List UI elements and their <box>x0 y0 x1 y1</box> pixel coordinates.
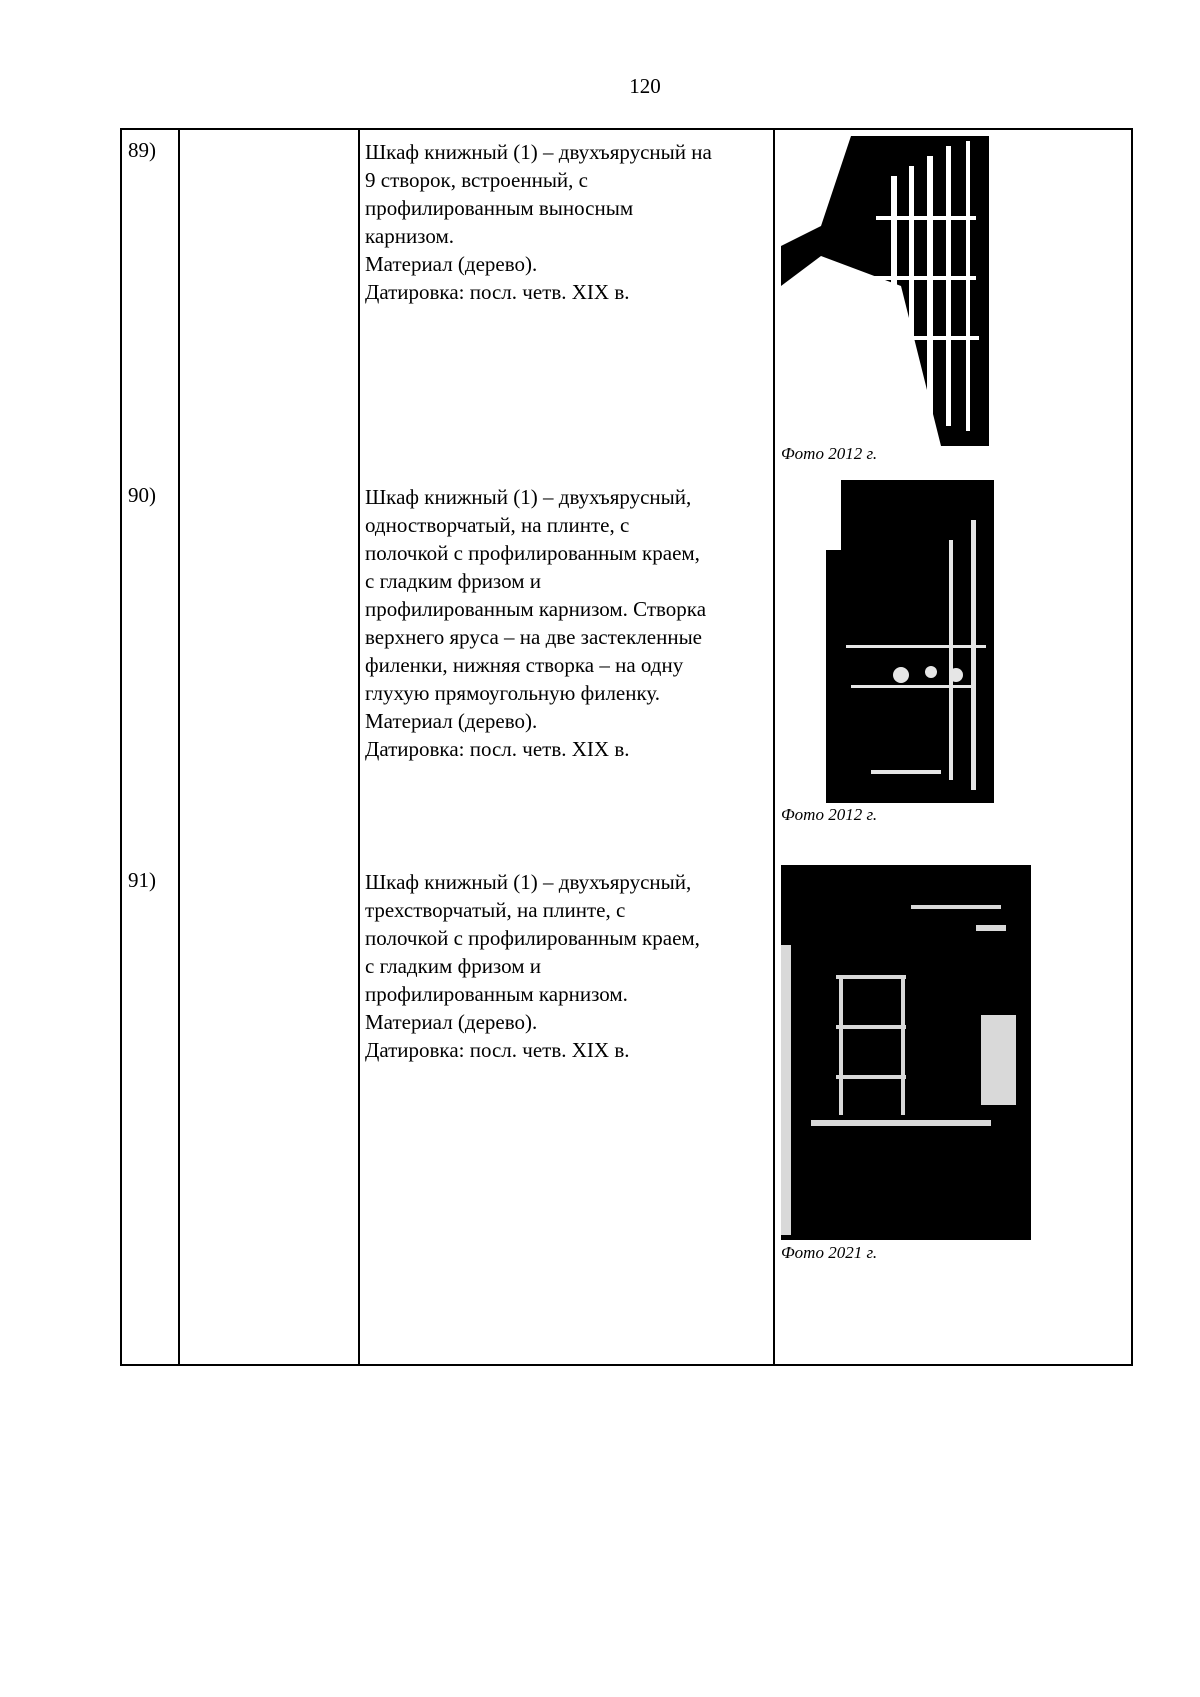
desc-line: верхнего яруса – на две застекленные <box>365 625 702 649</box>
photo-caption: Фото 2021 г. <box>781 1243 878 1262</box>
desc-line: Шкаф книжный (1) – двухъярусный на <box>365 140 712 164</box>
bookcase-photo-image <box>781 480 994 803</box>
entry-number: 91) <box>128 868 156 892</box>
desc-line: профилированным выносным <box>365 196 634 220</box>
desc-line: Материал (дерево). <box>365 1010 538 1034</box>
bookcase-photo <box>781 480 994 803</box>
desc-line: Датировка: посл. четв. XIX в. <box>365 280 630 304</box>
desc-line: профилированным карнизом. <box>365 982 628 1006</box>
desc-line: профилированным карнизом. Створка <box>365 597 707 621</box>
page-number: 120 <box>629 74 661 98</box>
desc-line: глухую прямоугольную филенку. <box>365 681 661 705</box>
desc-line: Шкаф книжный (1) – двухъярусный, <box>365 485 692 509</box>
desc-line: карнизом. <box>365 224 454 248</box>
desc-line: Материал (дерево). <box>365 709 538 733</box>
entry-description <box>365 868 785 1064</box>
entry-description <box>365 483 785 763</box>
column-divider <box>178 130 180 1364</box>
desc-line: с гладким фризом и <box>365 569 541 593</box>
desc-line: 9 створок, встроенный, с <box>365 168 588 192</box>
photo-caption: Фото 2012 г. <box>781 444 878 463</box>
desc-line: Датировка: посл. четв. XIX в. <box>365 1038 630 1062</box>
entry-number: 89) <box>128 138 156 162</box>
bookcase-photo <box>781 136 989 446</box>
column-divider <box>358 130 360 1364</box>
bookcase-photo-image <box>781 136 989 446</box>
desc-line: одностворчатый, на плинте, с <box>365 513 630 537</box>
bookcase-photo-image <box>781 865 1031 1240</box>
inventory-table <box>120 128 1133 1366</box>
desc-line: Материал (дерево). <box>365 252 538 276</box>
entry-description <box>365 138 785 306</box>
entry-number: 90) <box>128 483 156 507</box>
desc-line: филенки, нижняя створка – на одну <box>365 653 684 677</box>
desc-line: полочкой с профилированным краем, <box>365 541 700 565</box>
desc-line: Датировка: посл. четв. XIX в. <box>365 737 630 761</box>
desc-line: с гладким фризом и <box>365 954 541 978</box>
photo-caption: Фото 2012 г. <box>781 805 878 824</box>
desc-line: Шкаф книжный (1) – двухъярусный, <box>365 870 692 894</box>
desc-line: трехстворчатый, на плинте, с <box>365 898 626 922</box>
desc-line: полочкой с профилированным краем, <box>365 926 700 950</box>
bookcase-photo <box>781 865 1031 1240</box>
